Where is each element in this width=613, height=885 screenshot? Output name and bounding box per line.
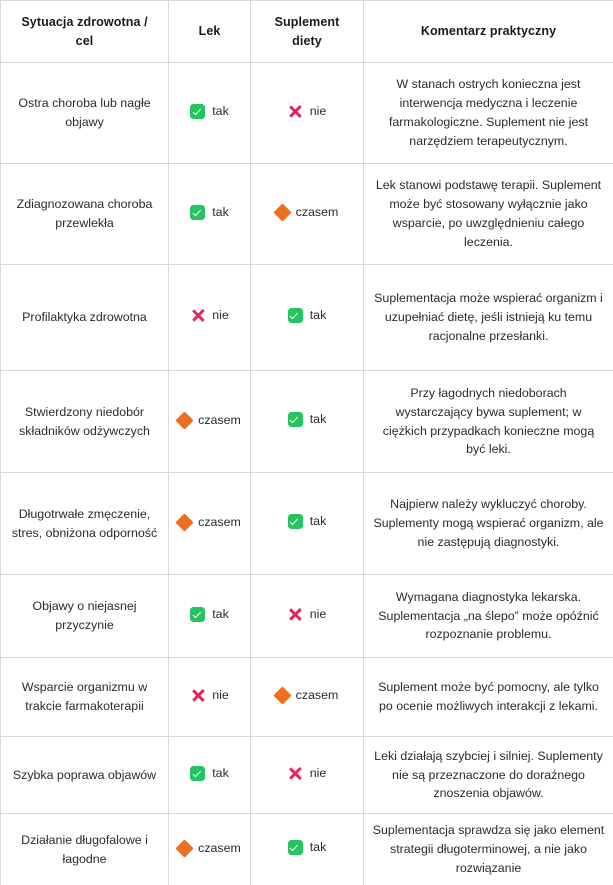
- cell-drug: [169, 371, 251, 473]
- cell-comment: Suplement może być pomocny, ale tylko po ocenie możliwych interakcji z lekami.: [364, 658, 613, 737]
- verdict-sometimes: [178, 513, 241, 532]
- verdict-label: czasem: [198, 514, 241, 529]
- verdict-label: czasem: [198, 412, 241, 427]
- column-header-supplement-line1: Suplement: [274, 14, 340, 29]
- cell-drug: [169, 737, 251, 814]
- column-header-comment: Komentarz praktyczny: [364, 1, 613, 63]
- verdict-label: tak: [212, 204, 229, 219]
- cell-supplement: [251, 371, 364, 473]
- table-row: [1, 63, 613, 164]
- table-row: [1, 265, 613, 371]
- cell-drug: [169, 658, 251, 737]
- check-box-icon: [190, 766, 205, 781]
- cell-drug: [169, 63, 251, 164]
- cell-drug: [169, 265, 251, 371]
- cell-situation: Ostra choroba lub nagłe objawy: [1, 63, 169, 164]
- column-header-supplement: [251, 1, 364, 63]
- diamond-icon: [175, 411, 193, 429]
- cell-supplement: [251, 575, 364, 658]
- diamond-icon: [273, 686, 291, 704]
- x-mark-icon: [288, 104, 303, 119]
- cell-drug: [169, 164, 251, 265]
- cell-situation: Profilaktyka zdrowotna: [1, 265, 169, 371]
- x-mark-icon: [288, 607, 303, 622]
- verdict-label: tak: [309, 412, 327, 427]
- verdict-sometimes: [276, 203, 339, 222]
- verdict-label: nie: [309, 606, 327, 621]
- x-mark-icon: [190, 308, 205, 323]
- cell-drug: [169, 814, 251, 885]
- check-box-icon: [288, 308, 303, 323]
- cell-comment: Suplementacja sprawdza się jako element strategii długoterminowej, a nie jako rozwiązanie: [364, 814, 613, 885]
- verdict-no: [190, 306, 229, 325]
- column-header-situation: [1, 1, 169, 63]
- table-row: [1, 814, 613, 885]
- cell-situation: Działanie długofalowe i łagodne: [1, 814, 169, 885]
- cell-comment: Wymagana diagnostyka lekarska. Suplementacja „na ślepo” może opóźnić rozpoznanie problemu.: [364, 575, 613, 658]
- diamond-icon: [175, 513, 193, 531]
- cell-supplement: [251, 473, 364, 575]
- column-header-situation-line2: cel: [75, 33, 94, 48]
- cell-situation: Szybka poprawa objawów: [1, 737, 169, 814]
- table-header-row: [1, 1, 613, 63]
- cell-supplement: [251, 658, 364, 737]
- table-body: [1, 63, 613, 885]
- check-box-icon: [190, 607, 205, 622]
- x-mark-icon: [190, 688, 205, 703]
- verdict-label: czasem: [295, 688, 339, 703]
- table-row: [1, 371, 613, 473]
- check-box-icon: [190, 205, 205, 220]
- table-header: [1, 1, 613, 63]
- cell-drug: [169, 575, 251, 658]
- table-row: [1, 737, 613, 814]
- verdict-label: nie: [309, 103, 327, 118]
- diamond-icon: [273, 203, 291, 221]
- table-row: [1, 575, 613, 658]
- cell-situation: Zdiagnozowana choroba przewlekła: [1, 164, 169, 265]
- table-row: [1, 658, 613, 737]
- verdict-yes: [190, 102, 229, 121]
- column-header-supplement-line2: diety: [292, 33, 322, 48]
- cell-supplement: [251, 737, 364, 814]
- verdict-sometimes: [178, 411, 241, 430]
- verdict-label: tak: [309, 840, 327, 855]
- cell-comment: Przy łagodnych niedoborach wystarczający bywa suplement; w ciężkich przypadkach konieczne mogą być leki.: [364, 371, 613, 473]
- cell-comment: W stanach ostrych konieczna jest interwencja medyczna i leczenie farmakologiczne. Suplement nie jest narzędziem terapeutycznym.: [364, 63, 613, 164]
- verdict-label: tak: [212, 103, 229, 118]
- verdict-label: nie: [212, 687, 229, 702]
- verdict-yes: [288, 512, 327, 531]
- cell-situation: Wsparcie organizmu w trakcie farmakoterapii: [1, 658, 169, 737]
- verdict-label: tak: [309, 308, 327, 323]
- verdict-label: tak: [212, 765, 229, 780]
- check-box-icon: [190, 104, 205, 119]
- verdict-sometimes: [178, 839, 241, 858]
- verdict-label: czasem: [295, 205, 339, 220]
- cell-situation: Objawy o niejasnej przyczynie: [1, 575, 169, 658]
- verdict-label: czasem: [198, 840, 241, 855]
- cell-comment: Suplementacja może wspierać organizm i uzupełniać dietę, jeśli istnieją ku temu racjonalne przesłanki.: [364, 265, 613, 371]
- column-header-drug: Lek: [169, 1, 251, 63]
- check-box-icon: [288, 412, 303, 427]
- verdict-yes: [190, 203, 229, 222]
- verdict-yes: [288, 838, 327, 857]
- verdict-yes: [190, 605, 229, 624]
- verdict-label: nie: [212, 308, 229, 323]
- check-box-icon: [288, 514, 303, 529]
- check-box-icon: [288, 840, 303, 855]
- diamond-icon: [175, 839, 193, 857]
- cell-situation: Długotrwałe zmęczenie, stres, obniżona odporność: [1, 473, 169, 575]
- cell-supplement: [251, 63, 364, 164]
- cell-situation: Stwierdzony niedobór składników odżywczych: [1, 371, 169, 473]
- cell-comment: Leki działają szybciej i silniej. Suplementy nie są przeznaczone do doraźnego znoszenia objawów.: [364, 737, 613, 814]
- cell-comment: Lek stanowi podstawę terapii. Suplement może być stosowany wyłącznie jako wsparcie, po uwzględnieniu całego leczenia.: [364, 164, 613, 265]
- x-mark-icon: [288, 766, 303, 781]
- verdict-sometimes: [276, 686, 339, 705]
- verdict-no: [288, 605, 327, 624]
- verdict-no: [288, 764, 327, 783]
- cell-supplement: [251, 164, 364, 265]
- table-row: [1, 473, 613, 575]
- cell-supplement: [251, 265, 364, 371]
- verdict-label: tak: [309, 514, 327, 529]
- verdict-yes: [288, 306, 327, 325]
- verdict-no: [288, 102, 327, 121]
- cell-supplement: [251, 814, 364, 885]
- column-header-situation-line1: Sytuacja zdrowotna /: [21, 14, 148, 29]
- verdict-no: [190, 686, 229, 705]
- cell-drug: [169, 473, 251, 575]
- table-row: [1, 164, 613, 265]
- verdict-label: tak: [212, 606, 229, 621]
- cell-comment: Najpierw należy wykluczyć choroby. Suplementy mogą wspierać organizm, ale nie zastępują diagnostyki.: [364, 473, 613, 575]
- verdict-label: nie: [309, 765, 327, 780]
- verdict-yes: [190, 764, 229, 783]
- verdict-yes: [288, 410, 327, 429]
